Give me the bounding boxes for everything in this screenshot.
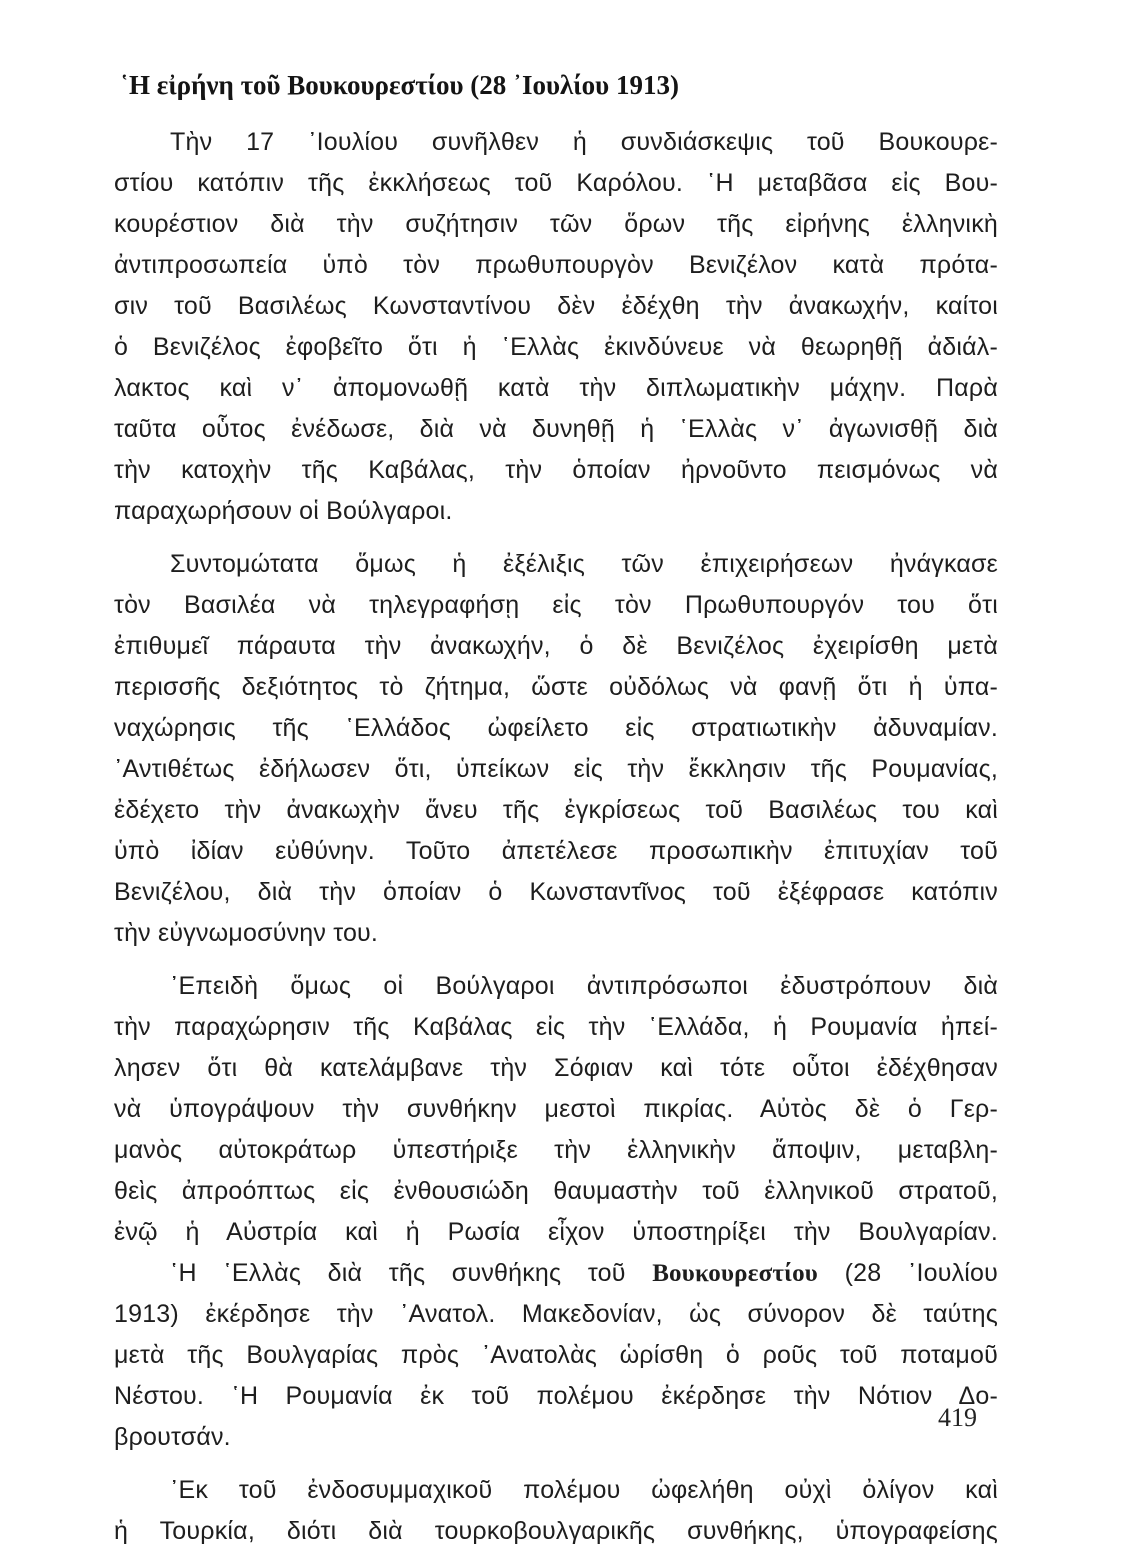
text-line: ἀντιπροσωπεία ὑπὸ τὸν πρωθυπουργὸν Βενιζέλον κατὰ πρότα- [114,251,998,279]
text-line: ναχώρησις τῆς ῾Ελλάδος ὠφείλετο εἰς στρατιωτικὴν ἀδυναμίαν. [114,714,998,742]
text-line [114,1253,998,1294]
text-line: νὰ ὑπογράψουν τὴν συνθήκην μεστοὶ πικρίας. Αὐτὸς δὲ ὁ Γερ- [114,1095,998,1123]
paragraph-4 [114,1253,998,1458]
text-line: Νέστου. ῾Η Ρουμανία ἐκ τοῦ πολέμου ἐκέρδησε τὴν Νότιον Δο- [114,1382,998,1410]
text-line: ἐπιθυμεῖ πάραυτα τὴν ἀνακωχήν, ὁ δὲ Βενιζέλος ἐχειρίσθη μετὰ [114,632,998,660]
text-line: Βενιζέλου, διὰ τὴν ὁποίαν ὁ Κωνσταντῖνος τοῦ ἐξέφρασε κατόπιν [114,878,998,906]
text-line: ταῦτα οὗτος ἐνέδωσε, διὰ νὰ δυνηθῇ ἡ ῾Ελλὰς ν᾿ ἀγωνισθῇ διὰ [114,415,998,443]
text-line: ᾿Αντιθέτως ἐδήλωσεν ὅτι, ὑπείκων εἰς τὴν ἔκκλησιν τῆς Ρουμανίας, [114,755,998,783]
paragraph-5 [114,1470,998,1552]
text-line: βρουτσάν. [114,1423,231,1451]
text-fragment: (28 ᾿Ιουλίου [844,1259,998,1287]
text-line: Τὴν 17 ᾿Ιουλίου συνῆλθεν ἡ συνδιάσκεψις τοῦ Βουκουρε- [170,128,998,156]
text-line: μετὰ τῆς Βουλγαρίας πρὸς ᾿Ανατολὰς ὡρίσθη ὁ ροῦς τοῦ ποταμοῦ [114,1341,998,1369]
bold-term: Βουκουρεστίου [652,1260,818,1287]
text-line: σιν τοῦ Βασιλέως Κωνσταντίνου δὲν ἐδέχθη τὴν ἀνακωχήν, καίτοι [114,292,998,320]
text-line: ᾿Επειδὴ ὅμως οἱ Βούλγαροι ἀντιπρόσωποι ἐδυστρόπουν διὰ [170,972,998,1000]
text-line: ἐνῷ ἡ Αὐστρία καὶ ἡ Ρωσία εἶχον ὑποστηρίξει τὴν Βουλγαρίαν. [114,1218,998,1246]
paragraph-2 [114,544,998,954]
text-line: περισσῆς δεξιότητος τὸ ζήτημα, ὥστε οὐδόλως νὰ φανῇ ὅτι ἡ ὑπα- [114,673,998,701]
text-line: τὴν παραχώρησιν τῆς Καβάλας εἰς τὴν ῾Ελλάδα, ἡ Ρουμανία ἠπεί- [114,1013,998,1041]
paragraph-1 [114,122,998,532]
text-line: παραχωρήσουν οἱ Βούλγαροι. [114,497,453,525]
text-fragment: ῾Η ῾Ελλὰς διὰ τῆς συνθήκης τοῦ [170,1259,626,1287]
text-line: ὁ Βενιζέλος ἐφοβεῖτο ὅτι ἡ ῾Ελλὰς ἐκινδύνευε νὰ θεωρηθῇ ἀδιάλ- [114,333,998,361]
text-line: λησεν ὅτι θὰ κατελάμβανε τὴν Σόφιαν καὶ τότε οὗτοι ἐδέχθησαν [114,1054,998,1082]
text-line: λακτος καὶ ν᾿ ἀπομονωθῇ κατὰ τὴν διπλωματικὴν μάχην. Παρὰ [114,374,998,402]
text-line: τὴν εὐγνωμοσύνην του. [114,919,379,947]
section-heading: ῾Η εἰρήνη τοῦ Βουκουρεστίου (28 ᾿Ιουλίου 1913) [120,70,679,100]
text-line: Συντομώτατα ὅμως ἡ ἐξέλιξις τῶν ἐπιχειρήσεων ἠνάγκασε [170,550,998,578]
text-line: τὴν κατοχὴν τῆς Καβάλας, τὴν ὁποίαν ἠρνοῦντο πεισμόνως νὰ [114,456,998,484]
page-number: 419 [938,1403,977,1432]
text-line: κουρέστιον διὰ τὴν συζήτησιν τῶν ὅρων τῆς εἰρήνης ἑλληνικὴ [114,210,998,238]
text-line: 1913) ἐκέρδησε τὴν ᾿Ανατολ. Μακεδονίαν, ὡς σύνορον δὲ ταύτης [114,1300,998,1328]
body-text [114,122,998,1552]
text-line: ᾿Εκ τοῦ ἐνδοσυμμαχικοῦ πολέμου ὠφελήθη οὐχὶ ὀλίγον καὶ [170,1476,998,1504]
text-line: ἡ Τουρκία, διότι διὰ τουρκοβουλγαρικῆς συνθήκης, ὑπογραφείσης [114,1517,998,1545]
text-line: μανὸς αὐτοκράτωρ ὑπεστήριξε τὴν ἑλληνικὴν ἄποψιν, μεταβλη- [114,1136,998,1164]
text-line: θεὶς ἀπροόπτως εἰς ἐνθουσιώδη θαυμαστὴν τοῦ ἑλληνικοῦ στρατοῦ, [114,1177,998,1205]
text-line: τὸν Βασιλέα νὰ τηλεγραφήσῃ εἰς τὸν Πρωθυπουργόν του ὅτι [114,591,998,619]
paragraph-3 [114,966,998,1253]
text-line: ἐδέχετο τὴν ἀνακωχὴν ἄνευ τῆς ἐγκρίσεως τοῦ Βασιλέως του καὶ [114,796,998,824]
text-line: στίου κατόπιν τῆς ἐκκλήσεως τοῦ Καρόλου. ῾Η μεταβᾶσα εἰς Βου- [114,169,998,197]
text-line: ὑπὸ ἰδίαν εὐθύνην. Τοῦτο ἀπετέλεσε προσωπικὴν ἐπιτυχίαν τοῦ [114,837,998,865]
